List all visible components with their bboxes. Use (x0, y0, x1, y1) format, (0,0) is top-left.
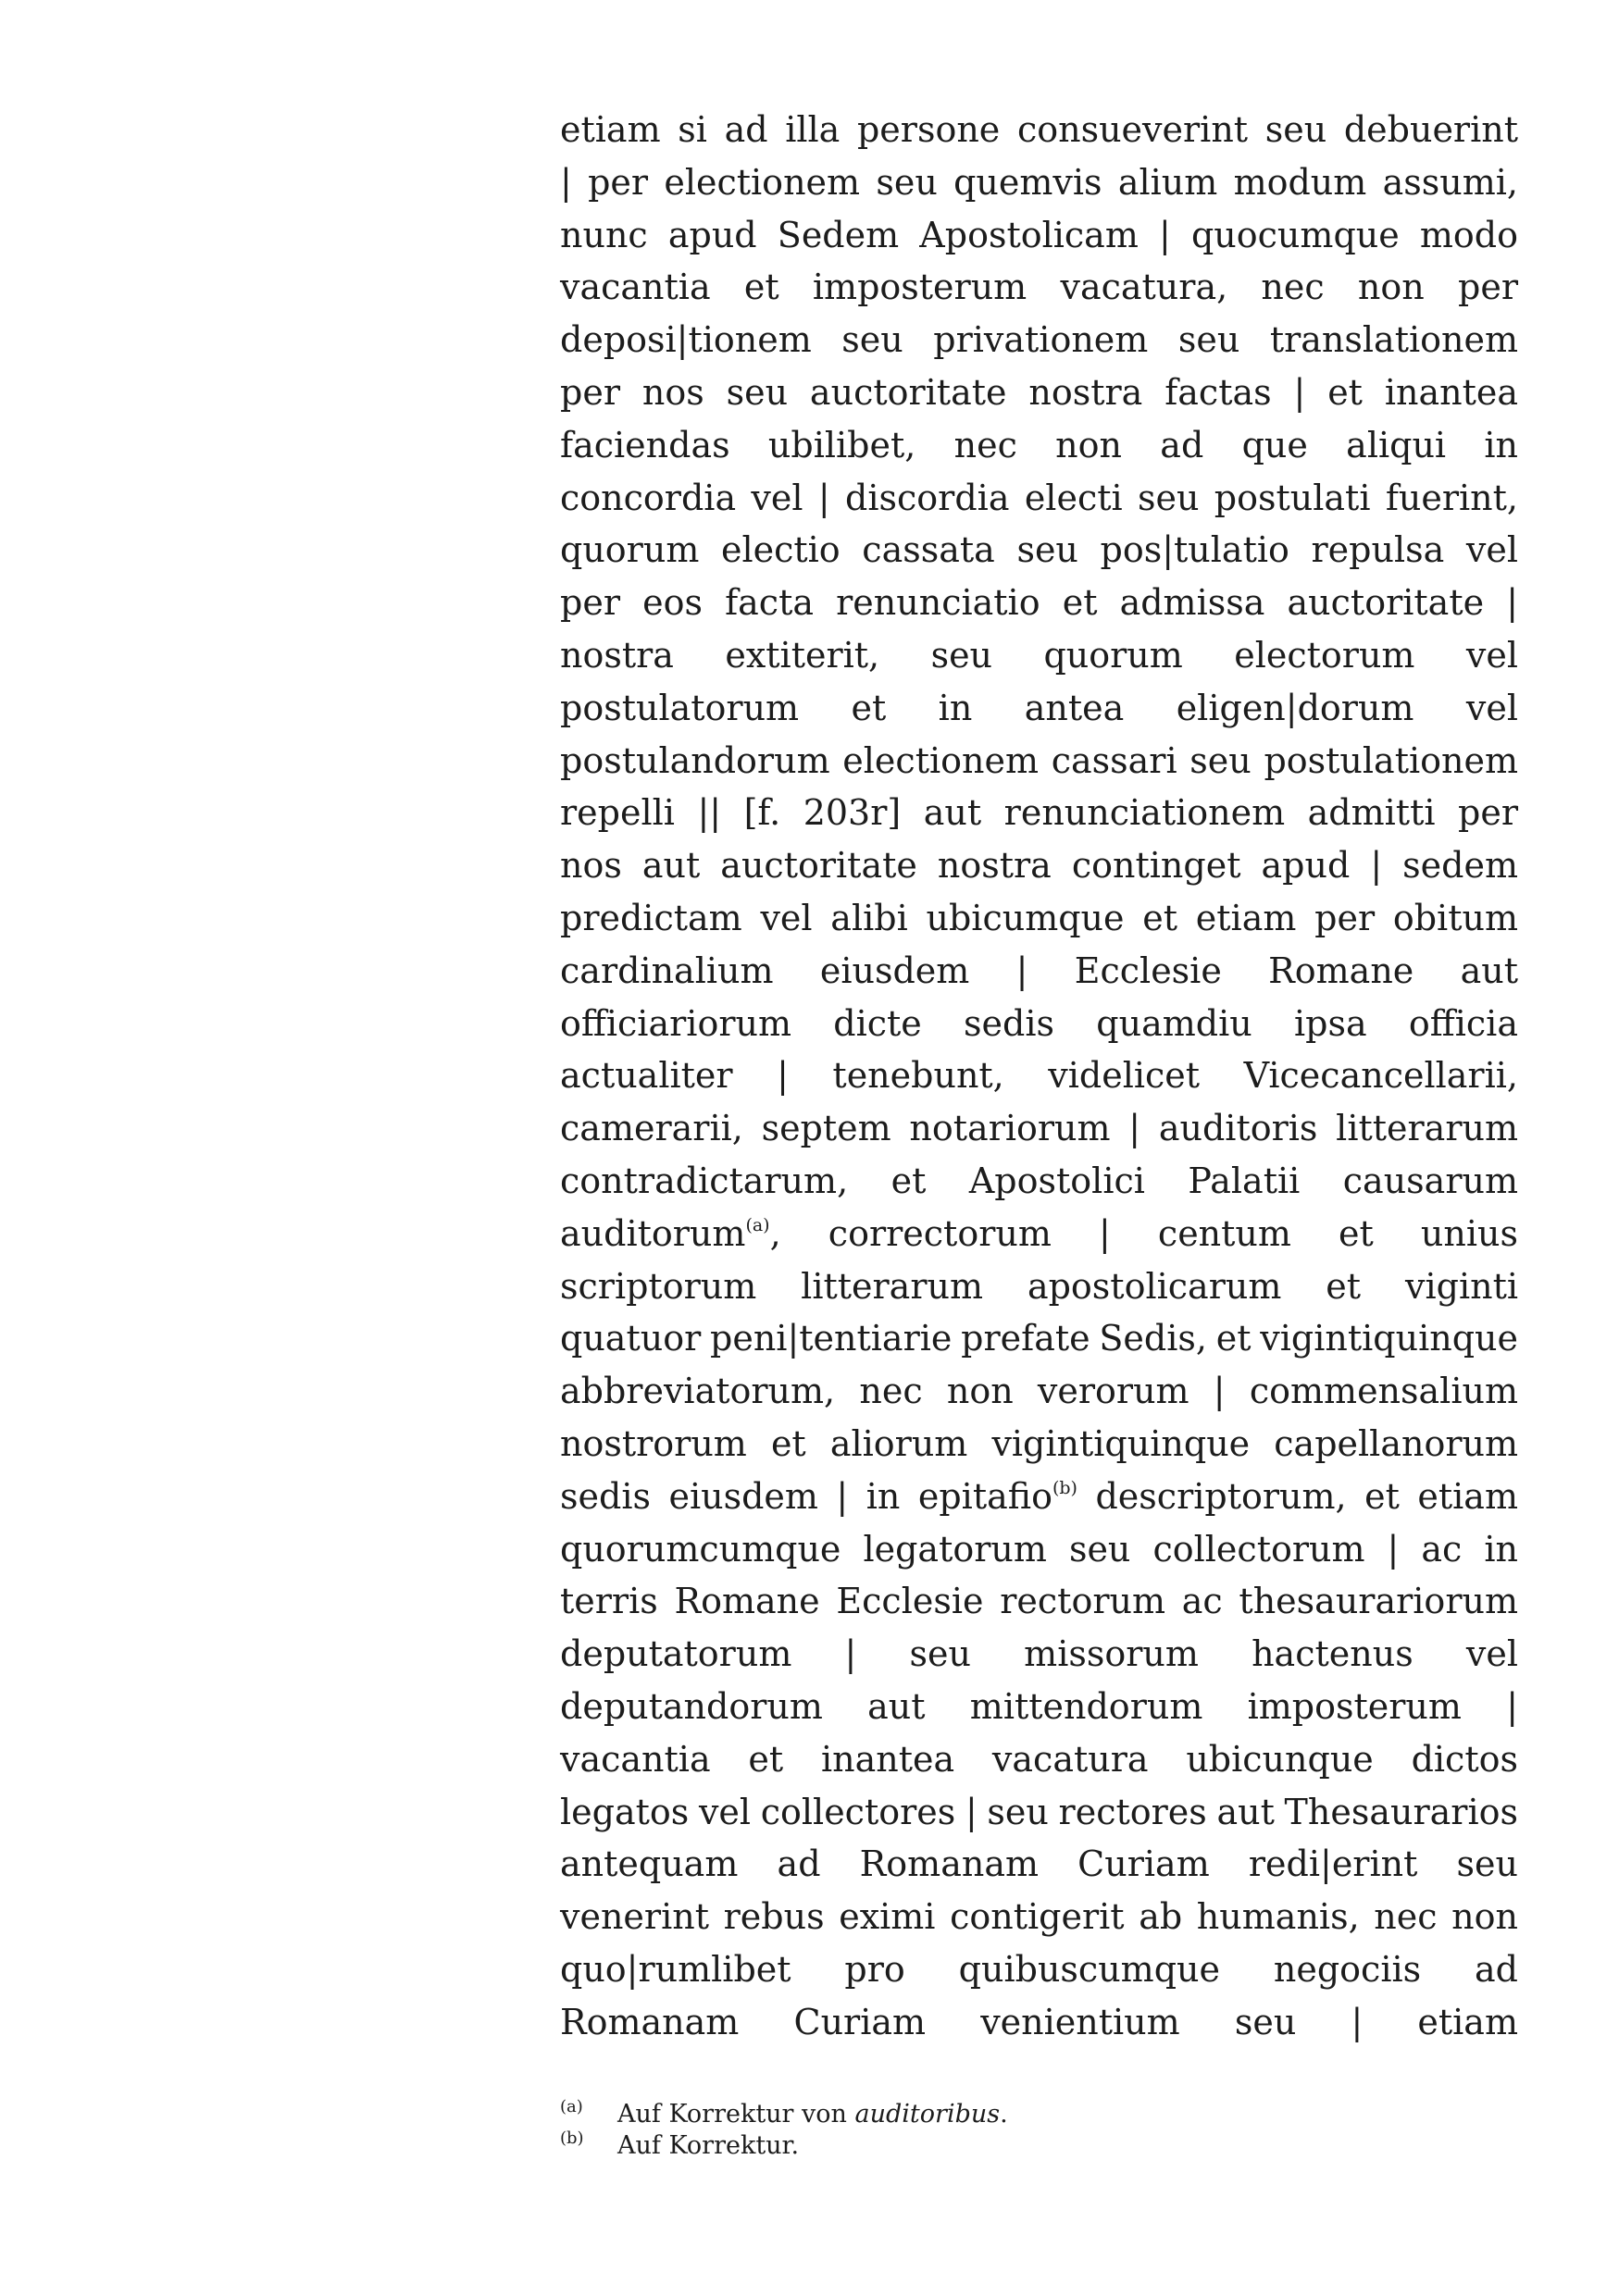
text-line: | per electionem seu quemvis alium modum assumi, (560, 161, 1518, 203)
text-fragment: auditorum (560, 1212, 746, 1254)
text-line: deputatorum | seu missorum hactenus vel (560, 1633, 1518, 1675)
footnote-text-plain: Auf Korrektur von (617, 2100, 855, 2128)
text-line: nostrorum et aliorum vigintiquinque capellanorum (560, 1422, 1518, 1464)
text-line: postulandorum electionem cassari seu postulationem (560, 739, 1518, 781)
text-line: scriptorum litterarum apostolicarum et viginti (560, 1265, 1518, 1307)
text-line: quorumcumque legatorum seu collectorum | ac in (560, 1528, 1518, 1570)
footnote-mark: (a) (560, 2097, 583, 2116)
text-line: vacantia et inantea vacatura ubicunque dictos (560, 1738, 1518, 1780)
text-line: quo|rumlibet pro quibuscumque negociis ad (560, 1948, 1518, 1990)
text-line: antequam ad Romanam Curiam redi|erint seu (560, 1843, 1518, 1885)
text-line: etiam si ad illa persone consueverint seu debuerint (560, 109, 1518, 150)
text-line: venerint rebus eximi contigerit ab humanis, nec non (560, 1896, 1518, 1938)
text-line: deposi|tionem seu privationem seu translationem (560, 319, 1518, 361)
footnote-mark: (b) (560, 2128, 584, 2148)
text-line: per eos facta renunciatio et admissa auctoritate | (560, 582, 1518, 624)
text-section-1 (560, 104, 1518, 1208)
text-line: per nos seu auctoritate nostra factas | et inantea (560, 371, 1518, 413)
text-line: cardinalium eiusdem | Ecclesie Romane aut (560, 949, 1518, 991)
text-line: nunc apud Sedem Apostolicam | quocumque modo (560, 214, 1518, 255)
text-line: legatos vel collectores | seu rectores aut Thesaurarios (560, 1791, 1518, 1832)
text-line: contradictarum, et Apostolici Palatii causarum (560, 1160, 1518, 1201)
text-section-3 (560, 1523, 1518, 2049)
text-section-2 (560, 1260, 1518, 1471)
footnote-ref-b[interactable]: (b) (1052, 1477, 1077, 1498)
text-line: officiariorum dicte sedis quamdiu ipsa officia (560, 1002, 1518, 1044)
text-line: nos aut auctoritate nostra continget apud | sedem (560, 845, 1518, 887)
footnote-ref-a[interactable]: (a) (745, 1214, 770, 1235)
footnote-text-plain: Auf Korrektur. (617, 2131, 800, 2160)
text-line: actualiter | tenebunt, videlicet Vicecancellarii, (560, 1055, 1518, 1097)
text-fragment: , correctorum | centum et unius (769, 1212, 1518, 1254)
text-fragment: sedis eiusdem | in epitafio (560, 1475, 1052, 1517)
footnotes (560, 2099, 1518, 2162)
text-line: predictam vel alibi ubicumque et etiam per obitum (560, 897, 1518, 938)
text-line: abbreviatorum, nec non verorum | commensalium (560, 1371, 1518, 1412)
text-line: nostra extiterit, seu quorum electorum vel (560, 634, 1518, 676)
main-text (560, 104, 1518, 2048)
text-line-with-footnote-b (560, 1471, 1518, 1523)
text-fragment: descriptorum, et etiam (1077, 1475, 1518, 1517)
text-line: terris Romane Ecclesie rectorum ac thesaurariorum (560, 1581, 1518, 1622)
footnote-text (617, 2099, 1008, 2130)
footnote-b (560, 2130, 1518, 2162)
footnote-text-plain: . (1000, 2100, 1008, 2128)
text-line-with-footnote-a (560, 1208, 1518, 1260)
footnote-text (617, 2130, 799, 2162)
text-line: postulatorum et in antea eligen|dorum vel (560, 687, 1518, 728)
text-line: quatuor peni|tentiarie prefate Sedis, et vigintiquinque (560, 1318, 1518, 1359)
footnote-a (560, 2099, 1518, 2130)
text-line: camerarii, septem notariorum | auditoris litterarum (560, 1108, 1518, 1149)
text-line: concordia vel | discordia electi seu postulati fuerint, (560, 477, 1518, 518)
text-line: Romanam Curiam venientium seu | etiam (560, 2001, 1518, 2042)
text-line: quorum electio cassata seu pos|tulatio repulsa vel (560, 529, 1518, 571)
footnote-text-italic: auditoribus (854, 2100, 1001, 2128)
text-line: deputandorum aut mittendorum imposterum | (560, 1685, 1518, 1727)
text-line: faciendas ubilibet, nec non ad que aliqui in (560, 424, 1518, 465)
text-line: vacantia et imposterum vacatura, nec non per (560, 267, 1518, 308)
text-line: repelli || [f. 203r] aut renunciationem admitti per (560, 792, 1518, 834)
